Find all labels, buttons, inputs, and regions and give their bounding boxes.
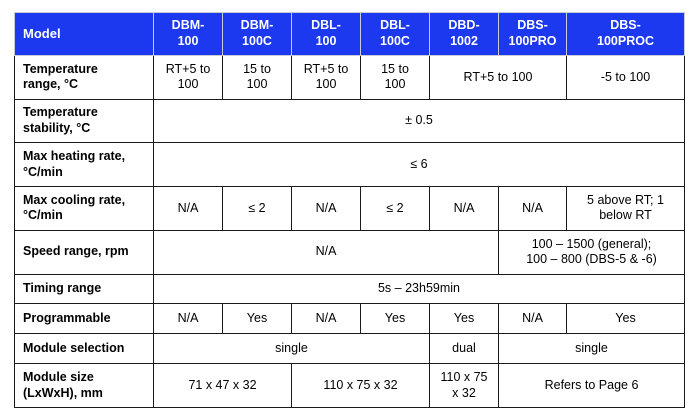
table-cell: Yes <box>361 304 430 334</box>
table-cell: RT+5 to 100 <box>292 56 361 100</box>
row-label: Max cooling rate, °C/min <box>15 187 154 231</box>
table-cell: N/A <box>430 187 499 231</box>
table-cell: -5 to 100 <box>567 56 685 100</box>
table-cell: 110 x 75 x 32 <box>292 364 430 408</box>
row-max-cooling-rate <box>15 187 685 231</box>
table-cell: 5s – 23h59min <box>154 274 685 304</box>
table-cell: N/A <box>292 187 361 231</box>
table-cell: N/A <box>154 304 223 334</box>
spec-table <box>14 12 685 408</box>
header-model: Model <box>15 13 154 56</box>
table-cell: N/A <box>154 187 223 231</box>
row-label: Module size (LxWxH), mm <box>15 364 154 408</box>
table-cell: ≤ 6 <box>154 143 685 187</box>
table-cell: N/A <box>499 187 567 231</box>
table-cell: 15 to 100 <box>361 56 430 100</box>
header-dbm-100c: DBM- 100C <box>223 13 292 56</box>
table-cell: Yes <box>223 304 292 334</box>
row-label: Timing range <box>15 274 154 304</box>
row-module-size <box>15 364 685 408</box>
table-cell: 71 x 47 x 32 <box>154 364 292 408</box>
row-label: Temperature stability, °C <box>15 99 154 143</box>
row-label: Programmable <box>15 304 154 334</box>
table-cell: ≤ 2 <box>223 187 292 231</box>
table-cell: Yes <box>567 304 685 334</box>
row-label: Max heating rate, °C/min <box>15 143 154 187</box>
table-cell: N/A <box>292 304 361 334</box>
row-label: Module selection <box>15 334 154 364</box>
row-programmable <box>15 304 685 334</box>
header-dbl-100c: DBL- 100C <box>361 13 430 56</box>
table-cell: ± 0.5 <box>154 99 685 143</box>
table-cell: N/A <box>154 230 499 274</box>
table-cell: 100 – 1500 (general); 100 – 800 (DBS-5 & -6) <box>499 230 685 274</box>
table-cell: RT+5 to 100 <box>430 56 567 100</box>
row-speed-range <box>15 230 685 274</box>
table-cell: Yes <box>430 304 499 334</box>
table-cell: N/A <box>499 304 567 334</box>
table-cell: ≤ 2 <box>361 187 430 231</box>
header-row <box>15 13 685 56</box>
table-cell: Refers to Page 6 <box>499 364 685 408</box>
row-max-heating-rate <box>15 143 685 187</box>
row-temperature-stability <box>15 99 685 143</box>
row-timing-range <box>15 274 685 304</box>
table-cell: single <box>499 334 685 364</box>
header-dbs-100pro: DBS- 100PRO <box>499 13 567 56</box>
table-cell: 110 x 75 x 32 <box>430 364 499 408</box>
header-dbd-1002: DBD- 1002 <box>430 13 499 56</box>
table-cell: single <box>154 334 430 364</box>
header-dbs-100proc: DBS- 100PROC <box>567 13 685 56</box>
row-module-selection <box>15 334 685 364</box>
table-cell: 15 to 100 <box>223 56 292 100</box>
table-cell: 5 above RT; 1 below RT <box>567 187 685 231</box>
table-cell: RT+5 to 100 <box>154 56 223 100</box>
header-dbl-100: DBL- 100 <box>292 13 361 56</box>
header-dbm-100: DBM- 100 <box>154 13 223 56</box>
table-cell: dual <box>430 334 499 364</box>
row-temperature-range <box>15 56 685 100</box>
row-label: Speed range, rpm <box>15 230 154 274</box>
row-label: Temperature range, °C <box>15 56 154 100</box>
